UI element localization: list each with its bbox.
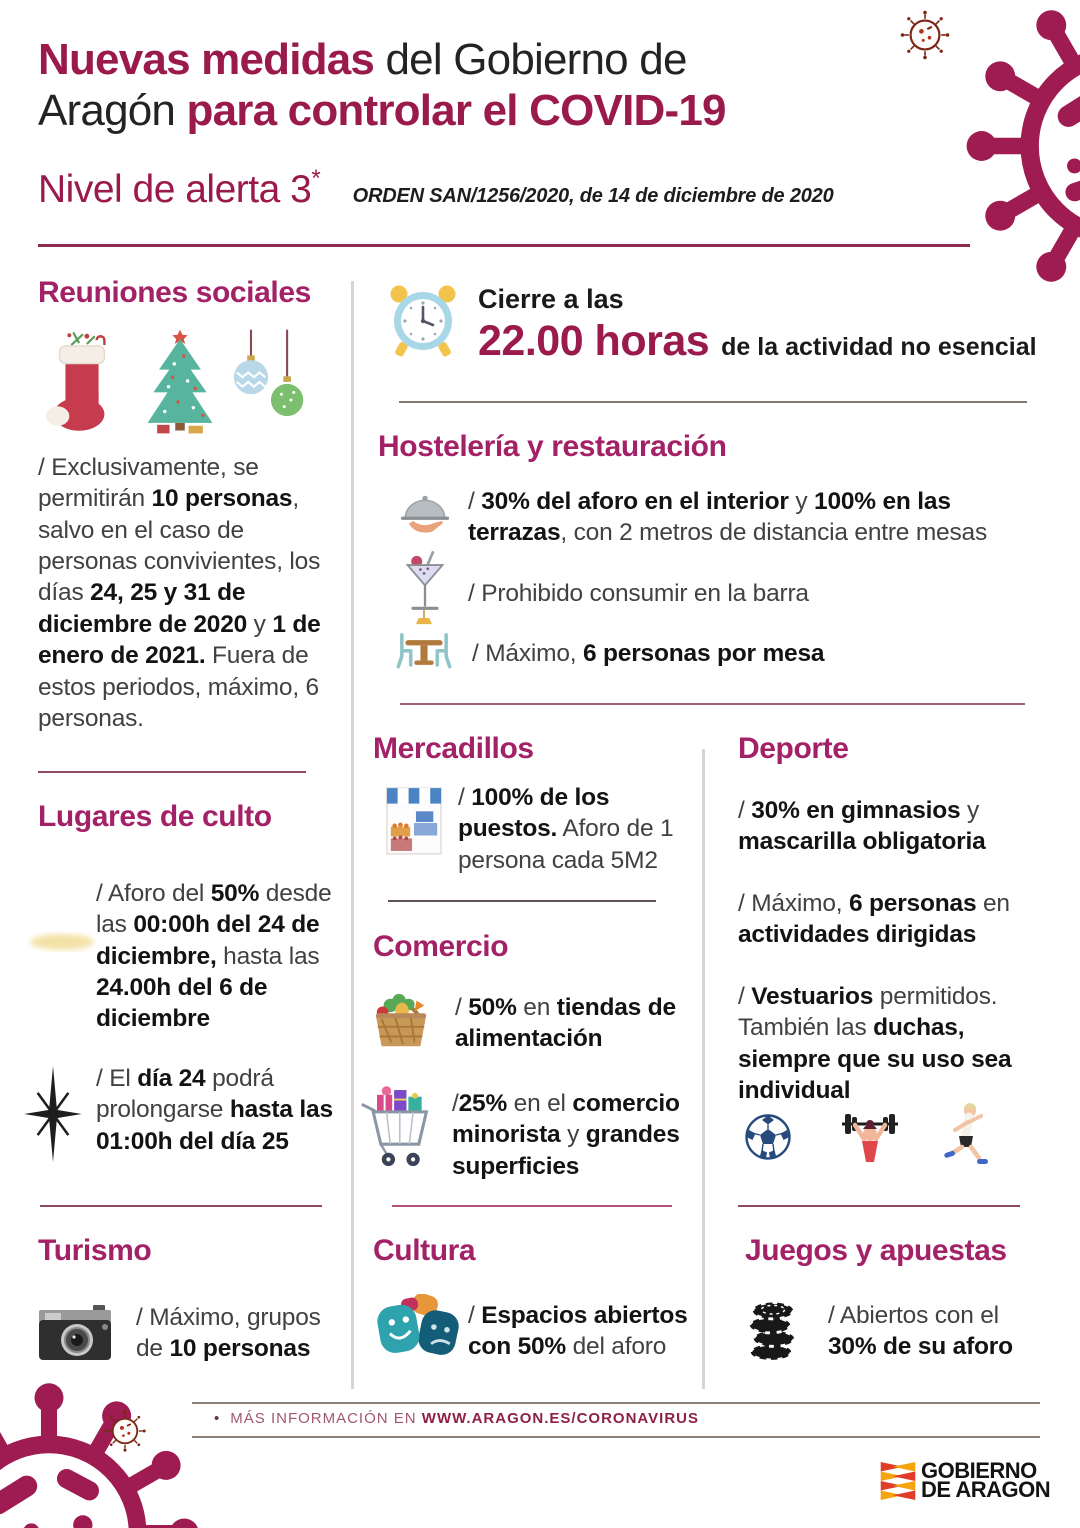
hosteleria-item-2: / Prohibido consumir en la barra [468, 580, 809, 607]
section-title-cultura: Cultura [373, 1234, 476, 1267]
footer-divider-bottom [192, 1436, 1040, 1438]
christmas-stocking-icon [44, 330, 120, 436]
closure-prefix: Cierre a las [478, 284, 624, 314]
footer-info [214, 1410, 699, 1427]
theater-masks-icon [375, 1294, 461, 1360]
hosteleria-item-3: / Máximo, 6 personas por mesa [472, 640, 825, 667]
bethlehem-star-icon [22, 1066, 84, 1162]
deporte-item-3: / Vestuarios permitidos. También las duchas, siempre que su uso sea individual [738, 983, 1012, 1105]
order-reference: ORDEN SAN/1256/2020, de 14 de diciembre de 2020 [352, 185, 834, 207]
cultura-item-1: / Espacios abiertos con 50% del aforo [468, 1302, 688, 1361]
page-title-line1: Nuevas medidas del Gobierno de [38, 35, 687, 84]
logo-line2: DE ARAGON [921, 1476, 1051, 1502]
mercadillos-divider [388, 900, 656, 902]
culto-item-1: / Aforo del 50% desde las 00:00h del 24 de diciembre, hasta las 24.00h del 6 de diciembre [96, 880, 332, 1033]
turismo-item-1: / Máximo, grupos de 10 personas [136, 1304, 321, 1363]
column-divider-right [702, 749, 705, 1389]
bullet-icon: • [214, 1410, 221, 1427]
banner-divider [399, 401, 1027, 403]
page-title [38, 34, 726, 137]
deporte-divider [738, 1205, 1020, 1207]
comercio-divider [392, 1205, 672, 1207]
closure-banner [478, 284, 1037, 366]
food-basket-icon [370, 990, 432, 1052]
government-logo-text [921, 1458, 1051, 1502]
alert-level-row [38, 165, 834, 212]
reuniones-divider [38, 771, 306, 773]
comercio-item-1: / 50% en tiendas de alimentación [455, 994, 676, 1053]
hosteleria-item-1: / 30% del aforo en el interior y 100% en las terrazas, con 2 metros de distancia entre mesas [468, 488, 987, 547]
mercadillos-item-1: / 100% de los puestos. Aforo de 1 persona cada 5M2 [458, 784, 674, 874]
market-stall-icon [385, 786, 443, 856]
header-divider [38, 244, 970, 247]
culto-item-2: / El día 24 podrá prolongarse hasta las 01:00h del día 25 [96, 1065, 333, 1155]
aragon-shield-icon [880, 1462, 916, 1500]
ornaments-icon [232, 328, 308, 434]
section-title-comercio: Comercio [373, 930, 509, 963]
virus-outline-small-icon [898, 8, 952, 62]
alert-note-mark: * [311, 165, 321, 192]
cocktail-icon [402, 548, 448, 618]
weightlifting-icon [838, 1108, 902, 1168]
alarm-clock-icon [383, 280, 463, 360]
reuniones-paragraph: / Exclusivamente, se permitirán 10 personas, salvo en el caso de personas convivientes, los días 24, 25 y 31 de diciembre de 2020 y 1 de enero de 2021. Fuera de estos periodos, máximo, 6 personas. [38, 454, 321, 732]
section-title-culto: Lugares de culto [38, 800, 272, 833]
soccer-ball-icon [743, 1112, 793, 1162]
deporte-item-2: / Máximo, 6 personas en actividades dirigidas [738, 890, 1010, 949]
closure-time: 22.00 horas [478, 317, 710, 365]
christmas-tree-icon [140, 326, 220, 436]
culto-divider [40, 1205, 322, 1207]
deporte-item-1: / 30% en gimnasios y mascarilla obligatoria [738, 797, 986, 856]
table-chairs-icon [393, 610, 455, 672]
section-title-turismo: Turismo [38, 1234, 152, 1267]
section-title-juegos: Juegos y apuestas [745, 1234, 1007, 1267]
closure-suffix: de la actividad no esencial [721, 333, 1037, 361]
running-icon [942, 1103, 994, 1167]
section-title-hosteleria: Hostelería y restauración [378, 430, 727, 463]
page-title-line2: Aragón para controlar el COVID-19 [38, 86, 726, 136]
closure-row [478, 317, 1037, 366]
alert-level: Nivel de alerta 3 [38, 168, 312, 211]
juegos-item-1: / Abiertos con el 30% de su aforo [828, 1302, 1013, 1361]
section-title-mercadillos: Mercadillos [373, 732, 534, 765]
footer-info-prefix: MÁS INFORMACIÓN EN [230, 1410, 422, 1427]
section-title-deporte: Deporte [738, 732, 849, 765]
candle-glow-icon [22, 925, 102, 959]
footer-info-url[interactable]: WWW.ARAGON.ES/CORONAVIRUS [421, 1410, 699, 1427]
logo-line1: GOBIERNO [921, 1458, 1037, 1483]
section-title-reuniones: Reuniones sociales [38, 276, 311, 309]
virus-outline-small-icon [102, 1408, 148, 1454]
camera-icon [35, 1302, 115, 1364]
poker-chips-icon [745, 1296, 799, 1362]
footer-divider-top [192, 1402, 1040, 1404]
comercio-item-2: /25% en el comercio minorista y grandes superficies [452, 1090, 680, 1180]
virus-filled-large-icon [955, 0, 1080, 312]
column-divider-left [351, 281, 354, 1389]
shopping-cart-icon [358, 1084, 434, 1174]
cloche-icon [398, 490, 452, 542]
hosteleria-divider [400, 703, 1025, 705]
